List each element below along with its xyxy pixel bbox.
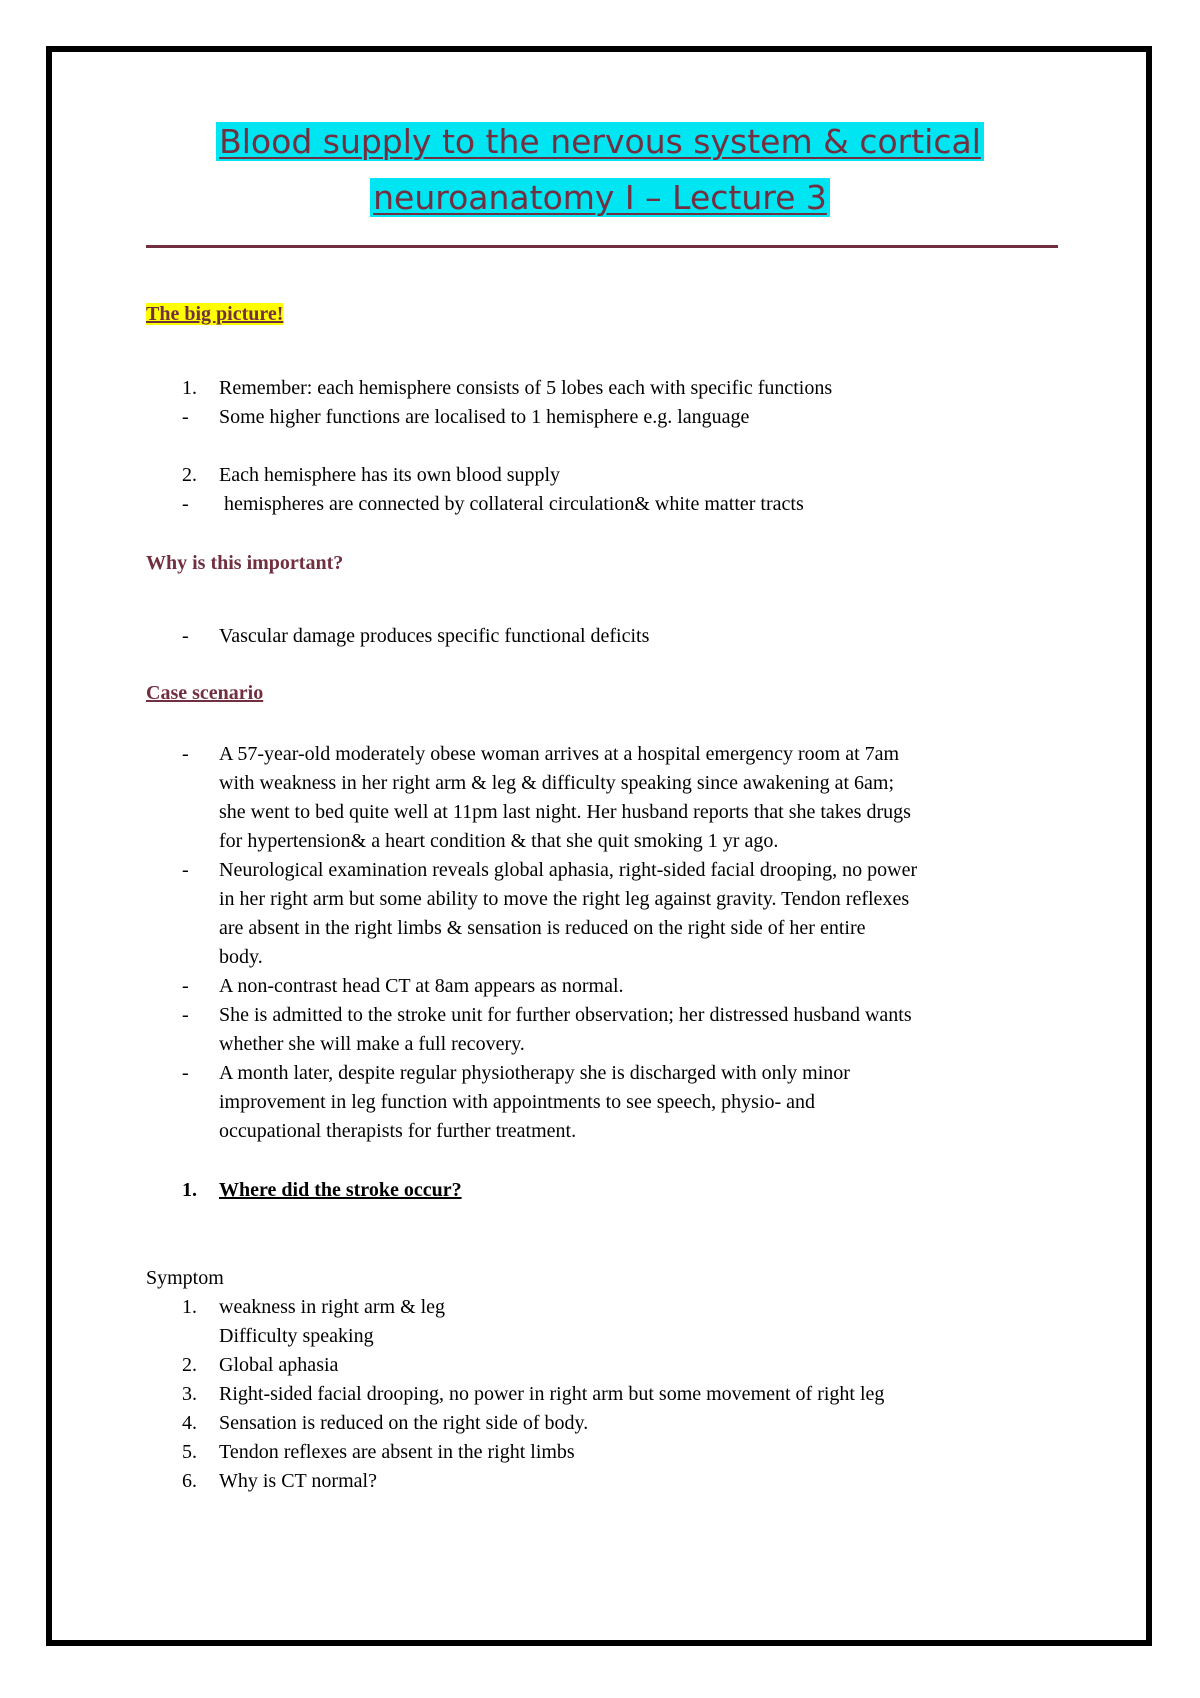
case-line: whether she will make a full recovery. — [219, 1033, 525, 1055]
title-line-2: neuroanatomy I – Lecture 3 — [0, 170, 1200, 226]
list-item: Each hemisphere has its own blood supply — [219, 464, 561, 486]
case-line: body. — [219, 946, 263, 968]
list-marker: - — [182, 625, 189, 647]
case-line: improvement in leg function with appointments to see speech, physio- and — [219, 1091, 815, 1113]
title-line-1: Blood supply to the nervous system & cortical — [0, 114, 1200, 170]
symptom-line: Global aphasia — [219, 1354, 339, 1376]
list-marker: 4. — [182, 1412, 197, 1434]
case-line: she went to bed quite well at 11pm last night. Her husband reports that she takes drugs — [219, 801, 911, 823]
list-marker: 1. — [182, 377, 197, 399]
case-line: are absent in the right limbs & sensation is reduced on the right side of her entire — [219, 917, 866, 939]
list-item: Remember: each hemisphere consists of 5 lobes each with specific functions — [219, 377, 833, 399]
symptom-line: weakness in right arm & leg — [219, 1296, 446, 1318]
list-marker: 3. — [182, 1383, 197, 1405]
list-marker: - — [182, 1004, 189, 1026]
question-text: Where did the stroke occur? — [219, 1179, 462, 1201]
question-marker: 1. — [182, 1179, 197, 1201]
list-marker: - — [182, 975, 189, 997]
list-marker: - — [182, 859, 189, 881]
big-picture-heading: The big picture! — [146, 303, 284, 325]
symptom-line: Tendon reflexes are absent in the right limbs — [219, 1441, 575, 1463]
list-item: hemispheres are connected by collateral circulation& white matter tracts — [219, 493, 804, 515]
list-marker: 2. — [182, 1354, 197, 1376]
list-item: Some higher functions are localised to 1 hemisphere e.g. language — [219, 406, 750, 428]
list-item: Vascular damage produces specific functional deficits — [219, 625, 650, 647]
case-line: occupational therapists for further treatment. — [219, 1120, 577, 1142]
case-line: for hypertension& a heart condition & that she quit smoking 1 yr ago. — [219, 830, 779, 852]
case-heading: Case scenario — [146, 682, 264, 704]
case-line: A month later, despite regular physiotherapy she is discharged with only minor — [219, 1062, 850, 1084]
list-marker: - — [182, 743, 189, 765]
list-marker: - — [182, 406, 189, 428]
list-marker: - — [182, 493, 189, 515]
list-marker: 5. — [182, 1441, 197, 1463]
symptom-line: Why is CT normal? — [219, 1470, 377, 1492]
list-marker: 6. — [182, 1470, 197, 1492]
case-line: with weakness in her right arm & leg & difficulty speaking since awakening at 6am; — [219, 772, 895, 794]
case-line: She is admitted to the stroke unit for further observation; her distressed husband wants — [219, 1004, 912, 1026]
case-line: in her right arm but some ability to move the right leg against gravity. Tendon reflexes — [219, 888, 910, 910]
list-marker: 1. — [182, 1296, 197, 1318]
symptom-heading: Symptom — [146, 1267, 224, 1289]
title-divider — [146, 245, 1058, 248]
symptom-line: Sensation is reduced on the right side of body. — [219, 1412, 589, 1434]
case-line: A non-contrast head CT at 8am appears as normal. — [219, 975, 624, 997]
list-marker: 2. — [182, 464, 197, 486]
case-line: A 57-year-old moderately obese woman arrives at a hospital emergency room at 7am — [219, 743, 900, 765]
list-marker: - — [182, 1062, 189, 1084]
importance-heading: Why is this important? — [146, 552, 344, 574]
case-line: Neurological examination reveals global aphasia, right-sided facial drooping, no power — [219, 859, 918, 881]
symptom-line: Difficulty speaking — [219, 1325, 374, 1347]
symptom-line: Right-sided facial drooping, no power in right arm but some movement of right leg — [219, 1383, 885, 1405]
